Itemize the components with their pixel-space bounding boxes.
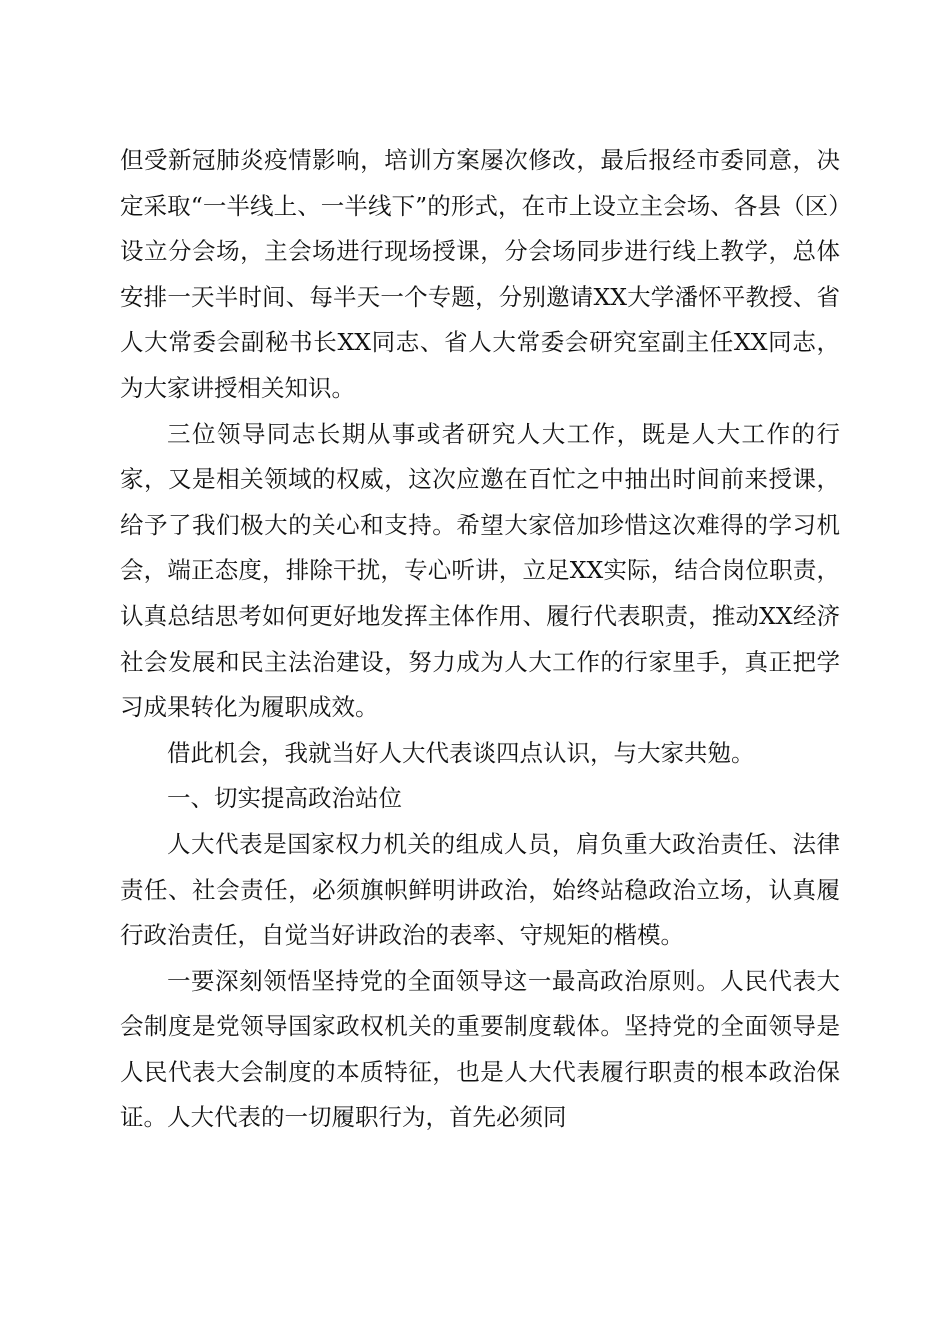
paragraph-deputy-responsibilities: 人大代表是国家权力机关的组成人员，肩负重大政治责任、法律责任、社会责任，必须旗帜鲜明讲政治，始终站稳政治立场，认真履行政治责任，自觉当好讲政治的表率、守规矩的楷模。	[120, 829, 840, 950]
paragraph-four-points-intro: 借此机会，我就当好人大代表谈四点认识，与大家共勉。	[167, 738, 755, 767]
paragraph-party-leadership: 一要深刻领悟坚持党的全面领导这一最高政治原则。人民代表大会制度是党领导国家政权机关的重要制度载体。坚持党的全面领导是人民代表大会制度的本质特征，也是人大代表履行职责的根本政治保证。人大代表的一切履职行为，首先必须同	[120, 966, 840, 1132]
paragraph-lecturers-appreciation: 三位领导同志长期从事或者研究人大工作，既是人大工作的行家，又是相关领域的权威，这次应邀在百忙之中抽出时间前来授课，给予了我们极大的关心和支持。希望大家倍加珍惜这次难得的学习机会，端正态度，排除干扰，专心听讲，立足XX实际，结合岗位职责，认真总结思考如何更好地发挥主体作用、履行代表职责，推动XX经济社会发展和民主法治建设，努力成为人大工作的行家里手，真正把学习成果转化为履职成效。	[120, 419, 840, 722]
document-body	[120, 138, 840, 1141]
paragraph-training-arrangement: 但受新冠肺炎疫情影响，培训方案屡次修改，最后报经市委同意，决定采取“一半线上、一半线下”的形式，在市上设立主会场、各县（区）设立分会场，主会场进行现场授课，分会场同步进行线上教学，总体安排一天半时间、每半天一个专题，分别邀请XX大学潘怀平教授、省人大常委会副秘书长XX同志、省人大常委会研究室副主任XX同志，为大家讲授相关知识。	[120, 146, 840, 402]
section-heading-political-stance: 一、切实提高政治站位	[167, 784, 402, 813]
